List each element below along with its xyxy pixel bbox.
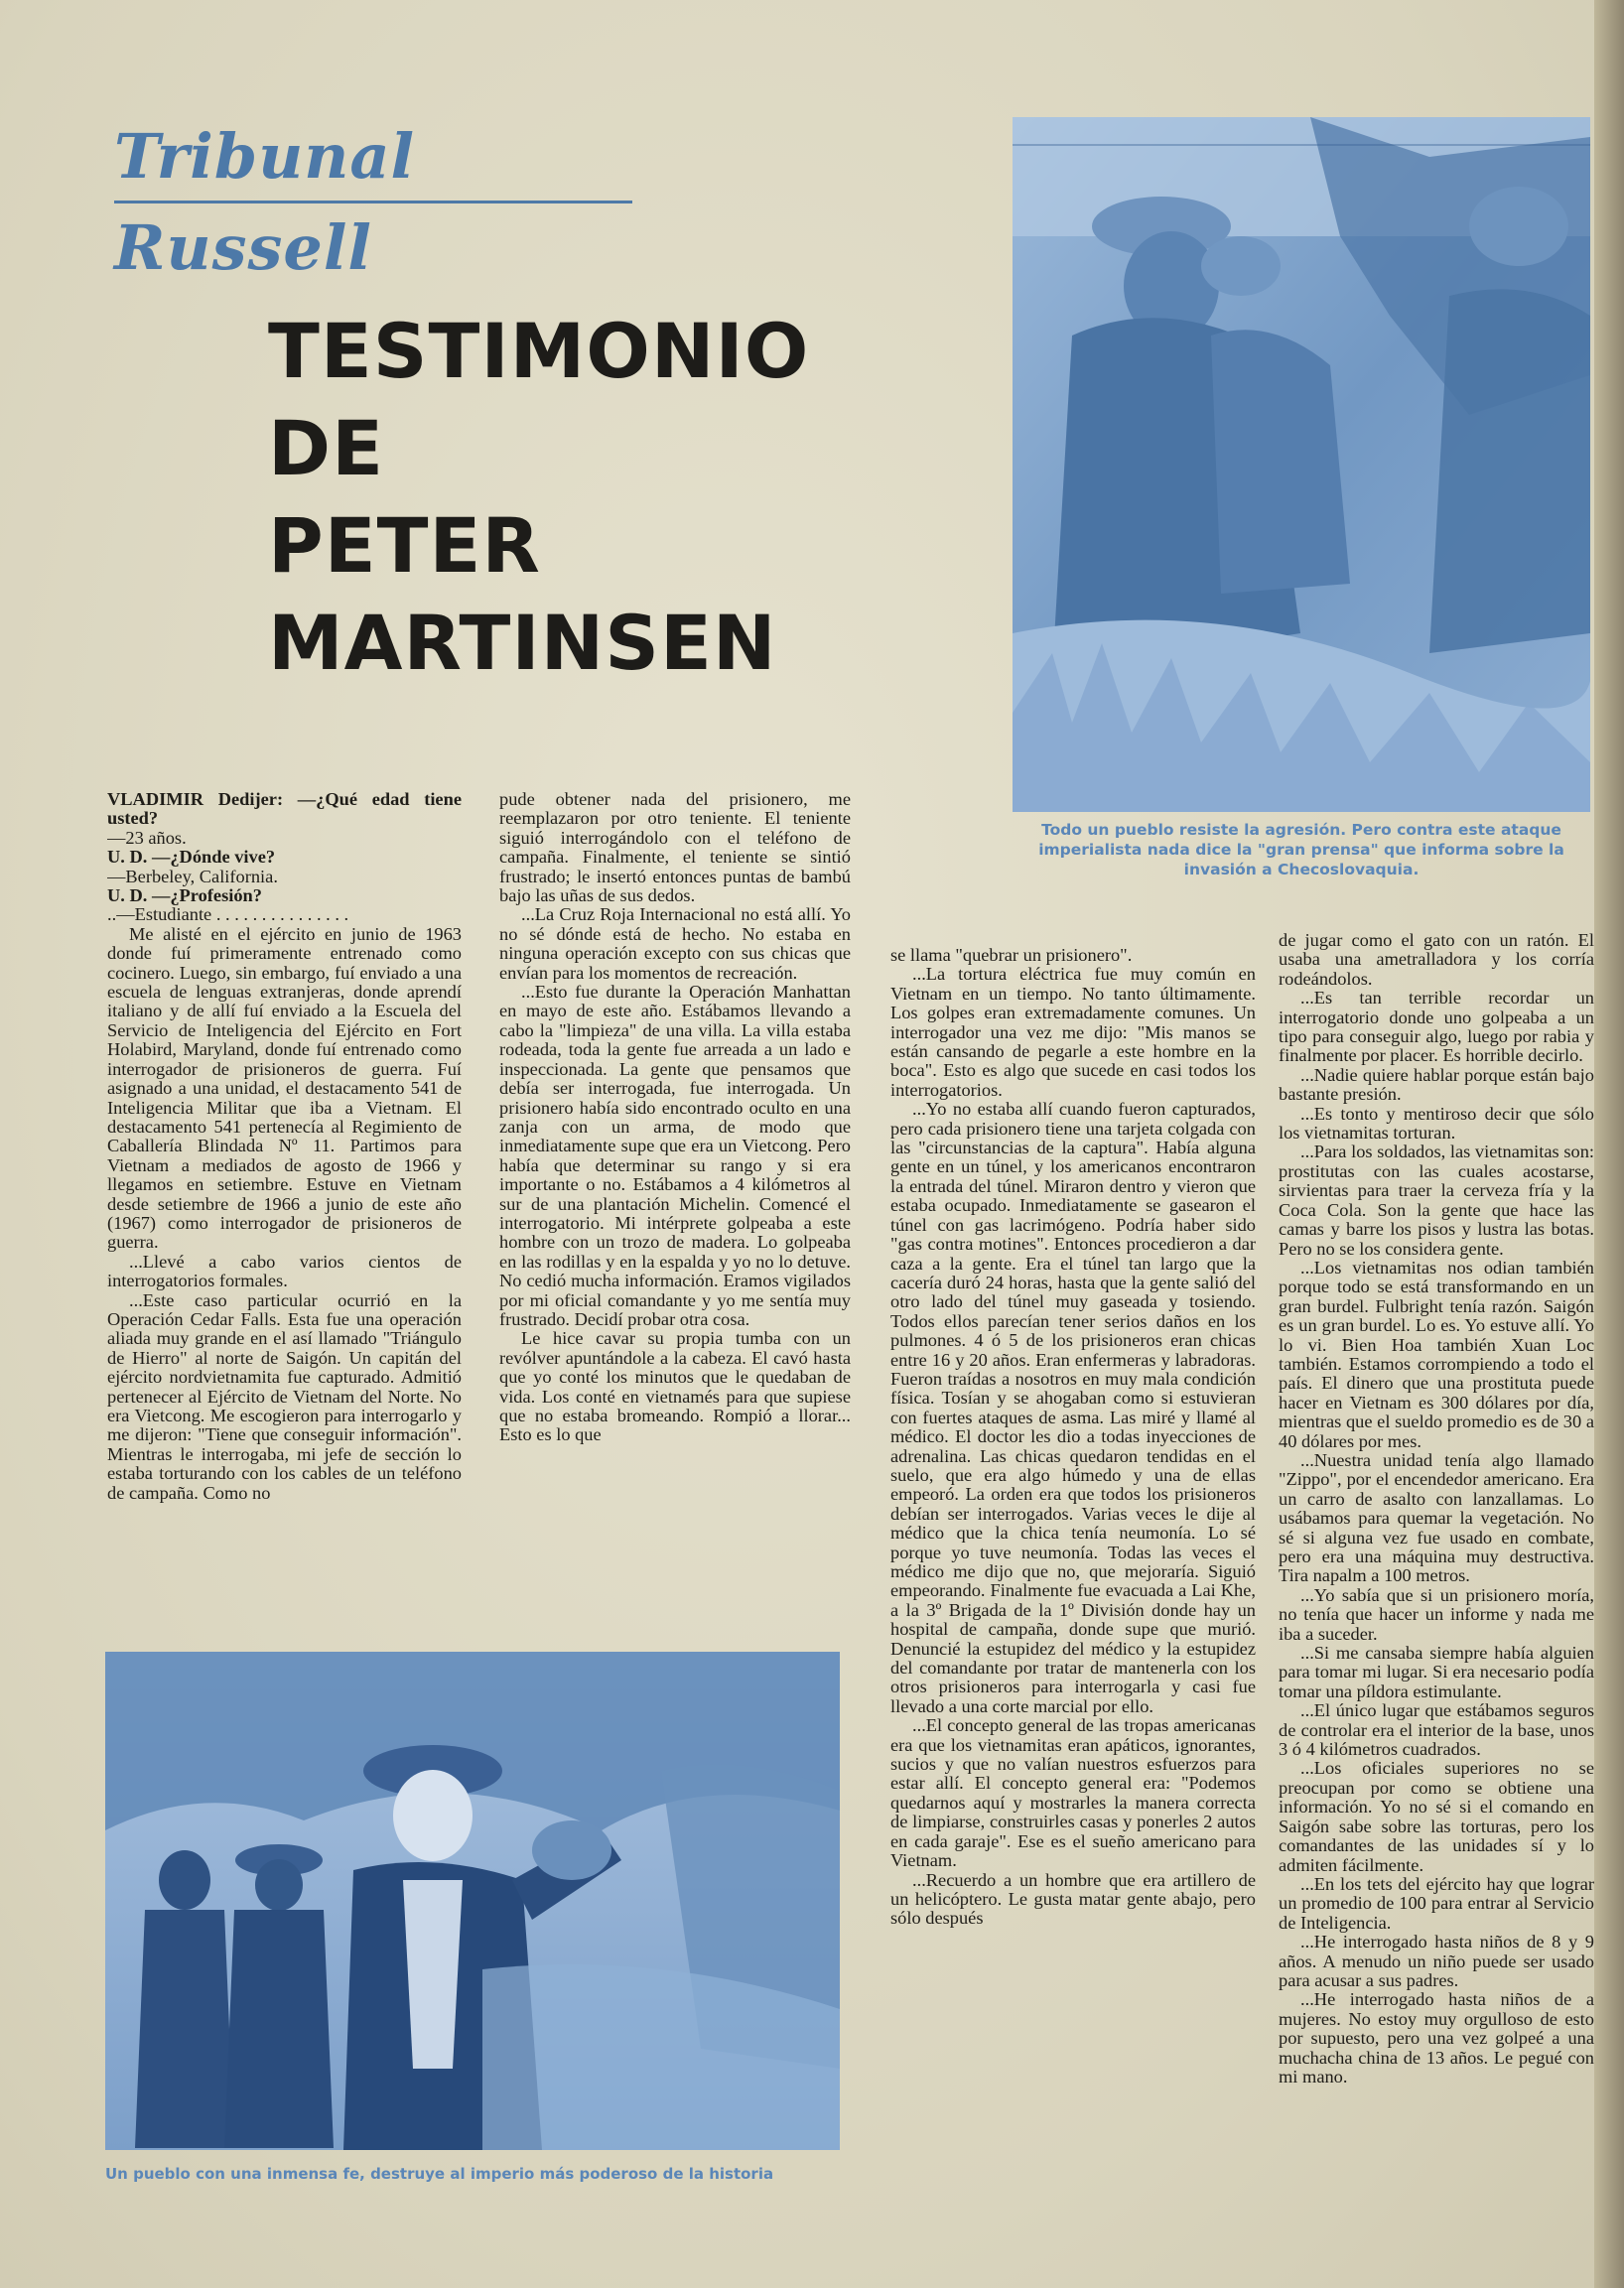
headline-line-1: TESTIMONIO (268, 307, 810, 395)
photo-caption-top: Todo un pueblo resiste la agresión. Pero contra este ataque imperialista nada dice la "gran prensa" que informa sobre la invasión a Checoslovaquia. (1038, 821, 1564, 878)
paragraph: ...Esto fue durante la Operación Manhattan en mayo de este año. Estábamos llevando a cabo la "limpieza" de una villa. La villa estaba rodeada, toda la gente fue arreada a un lado e inspeccionada. La gente que pensamos que debía ser interrogada, fue interrogada. Un prisionero había sido encontrado oculto en una zanja con un arma, de modo que inmediatamente supe que era un Vietcong. Pero había que determinar su rango y si era importante o no. Estábamos a 4 kilómetros al sur de una plantación Michelin. Comencé el interrogatorio. Mi intérprete golpeaba a este hombre con un trozo de madera. Lo golpeaba en las rodillas y en la espalda y yo no lo detuve. No cedió mucha información. Eramos vigilados por mi oficial comandante y yo me sentía muy frustrado. Decidí probar otra cosa. (499, 982, 851, 1329)
interview-answer-profession: ..—Estudiante . . . . . . . . . . . . . . . (107, 904, 349, 925)
article-column-3 (890, 946, 1256, 2199)
paragraph: ...Si me cansaba siempre había alguien para tomar mi lugar. Si era necesario podía tomar una píldora estimulante. (1279, 1643, 1594, 1701)
interview-question-residence: U. D. —¿Dónde vive? (107, 847, 276, 868)
headline-line-2: DE (268, 404, 385, 492)
paragraph: ...Nadie quiere hablar porque están bajo bastante presión. (1279, 1064, 1594, 1105)
paragraph: ...He interrogado hasta niños de 8 y 9 años. A menudo un niño puede ser usado para acusar a sus padres. (1279, 1932, 1594, 1990)
paragraph: ...Nuestra unidad tenía algo llamado "Zippo", por el encendedor americano. Era un carro de asalto con lanzallamas. Lo usábamos para quemar la vegetación. No sé si alguna vez fue usado en combate, pero era una máquina muy destructiva. Tira napalm a 100 metros. (1279, 1449, 1594, 1586)
paragraph: ...He interrogado hasta niños de a mujeres. No estoy muy orgulloso de esto por supuesto, pero una vez golpeé a una muchacha china de 13 años. Le pegué con mi mano. (1279, 1989, 1594, 2086)
paragraph: ...La Cruz Roja Internacional no está allí. Yo no sé dónde está de hecho. No estaba en ninguna operación excepto con sus chicas que envían para los momentos de recreación. (499, 904, 851, 983)
headline-line-3: PETER (268, 501, 541, 590)
headline (268, 303, 903, 720)
paragraph: de jugar como el gato con un ratón. El usaba una ametralladora y los corría rodeándolos. (1279, 931, 1594, 989)
paragraph: ...El único lugar que estábamos seguros de controlar era el interior de la base, unos 3 ó 4 kilómetros cuadrados. (1279, 1700, 1594, 1760)
interview-question-age: VLADIMIR Dedijer: —¿Qué edad tiene usted? (107, 790, 462, 829)
article-column-2 (499, 790, 851, 1594)
photo-villagers (105, 1652, 840, 2150)
interview-answer-age: —23 años. (107, 827, 187, 848)
paragraph: Le hice cavar su propia tumba con un revólver apuntándole a la cabeza. El cavó hasta que yo conté los minutos que le quedaban de vida. Los conté en vietnamés para que supiese que no estaba bromeando. Rompió a llorar... Esto es lo que (499, 1328, 851, 1445)
paragraph: ...Es tan terrible recordar un interrogatorio donde uno golpeaba a un tipo para conseguir algo, luego por rabia y finalmente por placer. Es horrible decirlo. (1279, 988, 1594, 1066)
paragraph: pude obtener nada del prisionero, me reemplazaron por otro teniente. El teniente siguió interrogándolo con el teléfono de campaña. Finalmente, el teniente se sintió frustrado; le insertó entonces puntas de bambú bajo las uñas de sus dedos. (499, 790, 851, 906)
paragraph: ...Es tonto y mentiroso decir que sólo los vietnamitas torturan. (1279, 1103, 1594, 1144)
interview-answer-residence: —Berbeley, California. (107, 866, 278, 886)
section-title: Tribunal Russell (114, 120, 416, 284)
interview-question-profession: U. D. —¿Profesión? (107, 885, 262, 906)
paragraph: ...Los oficiales superiores no se preocupan por como se obtiene una información. Yo no sé si el comando en Saigón sabe sobre las torturas, pero los comandantes de las unidades sí y lo admiten fácilmente. (1279, 1758, 1594, 1875)
paragraph: ...Llevé a cabo varios cientos de interrogatorios formales. (107, 1251, 462, 1291)
paragraph: Me alisté en el ejército en junio de 1963 donde fuí primeramente entrenado como cocinero. Luego, sin embargo, fuí enviado a una escuela de lenguas extranjeras, donde aprendí italiano y de allí fuí enviado a la Escuela del Servicio de Inteligencia del Ejército en Fort Holabird, Maryland, donde fuí entrenado como interrogador de prisioneros de guerra. Fuí asignado a una unidad, el destacamento 541 de Inteligencia Militar que iba a Vietnam. El destacamento 541 pertenecía al Regimiento de Caballería Blindada Nº 11. Partimos para Vietnam a mediados de agosto de 1966 y llegamos en setiembre. Estuve en Vietnam desde setiembre de 1966 a junio de este año (1967) como interrogador de prisioneros de guerra. (107, 923, 462, 1253)
page-edge (1594, 0, 1624, 2288)
photo-caption-bottom: Un pueblo con una inmensa fe, destruye al imperio más poderoso de la historia (105, 2165, 774, 2183)
article-column-4 (1279, 931, 1594, 2202)
paragraph: ...La tortura eléctrica fue muy común en Vietnam en un tiempo. No tanto últimamente. Los golpes eran extremadamente comunes. Un interrogador una vez me dijo: "Mis manos se están cansando de pegarle a este hombre en la boca". Esto es algo que sucede en casi todos los interrogatorios. (890, 964, 1256, 1100)
paragraph: ...Para los soldados, las vietnamitas son: prostitutas con las cuales acostarse, sirvientas para traer la cerveza fría y la Coca Cola. Son la gente que hace las camas y barre los pisos y lustra las botas. Pero no se los considera gente. (1279, 1142, 1594, 1259)
paragraph: ...Yo sabía que si un prisionero moría, no tenía que hacer un informe y nada me iba a suceder. (1279, 1584, 1594, 1644)
paragraph: se llama "quebrar un prisionero". (890, 946, 1133, 965)
title-underline (114, 201, 632, 203)
paragraph: ...Los vietnamitas nos odian también porque todo se está transformando en un gran burdel. Fulbright tenía razón. Saigón es un gran burdel. Lo es. Yo estuve allí. Yo lo vi. Bien Hoa también Xuan Loc también. Estamos corrompiendo a todo el país. El dinero que una prostituta puede hacer en Vietnam es 300 dólares por día, mientras que el sueldo promedio es de 30 a 40 dólares por mes. (1279, 1257, 1594, 1451)
paragraph: ...Yo no estaba allí cuando fueron capturados, pero cada prisionero tiene una tarjeta colgada con las "circunstancias de la captura". Había alguna gente en un túnel, y los americanos encontraron la entrada del túnel. Miraron dentro y vieron que estaba ocupado. Inmediatamente se gasearon el túnel con gas lacrimógeno. Podría haber sido "gas contra motines". Entonces procedieron a dar caza a la gente. Era el túnel tan largo que la cacería duró 24 horas, hasta que la gente salió del otro lado del túnel muy gaseada y tosiendo. Todos ellos parecían tener serios daños en los pulmones. 4 ó 5 de los prisioneros eran chicas entre 16 y 20 años. Eran enfermeras y labradoras. Fueron traídas a nosotros en muy mala condición física. Tosían y se ahogaban como si estuvieran con fuertes ataques de asma. Las miré y llamé al médico. El doctor les dio a todas inyecciones de adrenalina. Las chicas quedaron tendidas en el suelo, que era algo húmedo y una de ellas empeoró. La orden era que todos los prisioneros debían ser interrogados. Varias veces le dije al médico que la chica tenía neumonía. Lo sé porque yo tuve neumonía. Todas las veces el médico me dijo que no, que mejoraría. Siguió empeorando. Finalmente fue evacuada a Lai Khe, a la 3º Brigada de la 1º División donde hay un hospital de campaña, donde supe que murió. Denuncié la estupidez del médico y la estupidez del comandante por tratar de mantenerla con los otros prisioneros para interrogarla y casi fue llevado a una corte marcial por ello. (890, 1099, 1256, 1716)
photo-soldiers (1013, 117, 1590, 812)
paragraph: ...Recuerdo a un hombre que era artillero de un helicóptero. Le gusta matar gente abajo, pero sólo después (890, 1869, 1256, 1929)
headline-line-4: MARTINSEN (268, 599, 777, 687)
paragraph: ...En los tets del ejército hay que lograr un promedio de 100 para entrar al Servicio de Inteligencia. (1279, 1873, 1594, 1933)
article-column-1 (107, 790, 462, 1594)
paragraph: ...El concepto general de las tropas americanas era que los vietnamitas eran apáticos, ignorantes, sucios y que no valían nuestros esfuerzos para estar allí. El concepto general era: "Podemos quedarnos aquí y mostrarles la manera correcta de limpiarse, construirles casas y ponerles 2 autos en cada garaje". Ese es el sueño americano para Vietnam. (890, 1715, 1256, 1871)
paragraph: ...Este caso particular ocurrió en la Operación Cedar Falls. Esta fue una operación aliada muy grande en el así llamado "Triángulo de Hierro" al norte de Saigón. Un capitán del ejército nordvietnamita fue capturado. Admitió pertenecer al Ejército de Vietnam del Norte. No era Vietcong. Me escogieron para interrogarlo y me dijeron: "Tiene que conseguir información". Mientras le interrogaba, mi jefe de sección lo estaba torturando con los cables de un teléfono de campaña. Como no (107, 1289, 462, 1503)
